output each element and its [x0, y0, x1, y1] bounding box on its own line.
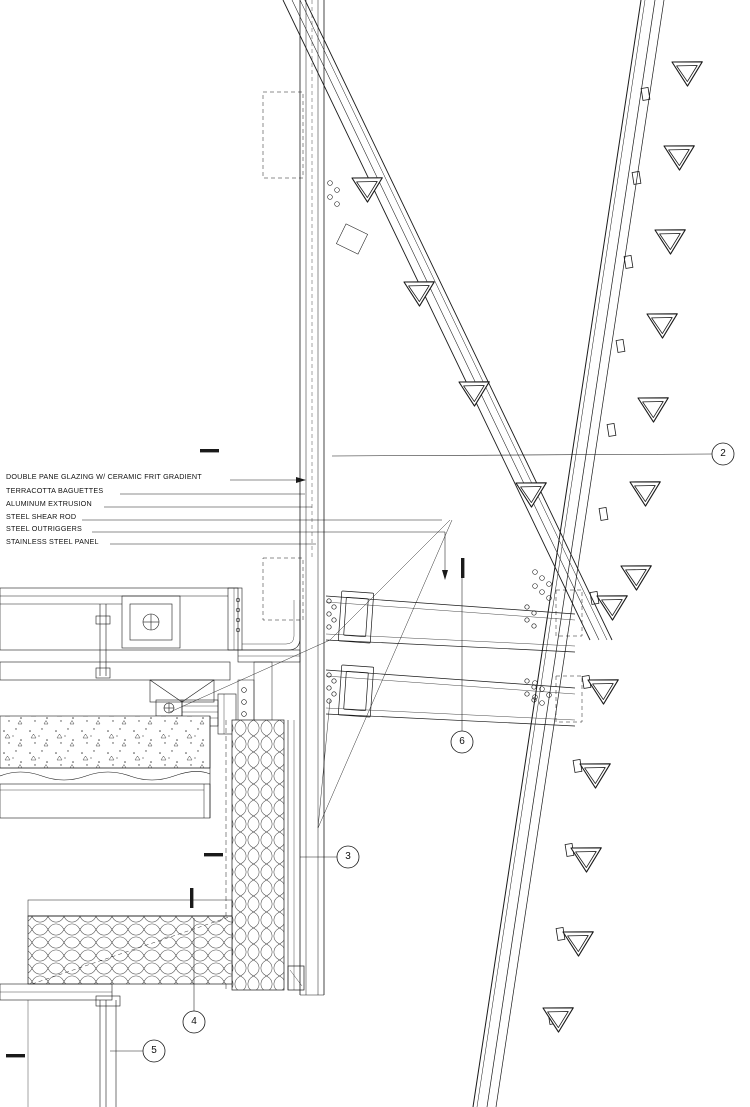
label-steel-shear-rod: STEEL SHEAR ROD	[6, 512, 77, 521]
detail-tag-4[interactable]: 4	[191, 1016, 197, 1027]
detail-tag-6[interactable]: 6	[459, 736, 465, 747]
label-double-pane-glazing: DOUBLE PANE GLAZING W/ CERAMIC FRIT GRADIENT	[6, 472, 202, 481]
detail-tag-2[interactable]: 2	[720, 448, 726, 459]
detail-tag-3[interactable]: 3	[345, 851, 351, 862]
label-steel-outriggers: STEEL OUTRIGGERS	[6, 524, 83, 533]
label-aluminum-extrusion: ALUMINUM EXTRUSION	[6, 499, 92, 508]
label-stainless-steel-panel: STAINLESS STEEL PANEL	[6, 537, 99, 546]
detail-tag-5[interactable]: 5	[151, 1045, 157, 1056]
label-terracotta-baguettes: TERRACOTTA BAGUETTES	[6, 486, 104, 495]
